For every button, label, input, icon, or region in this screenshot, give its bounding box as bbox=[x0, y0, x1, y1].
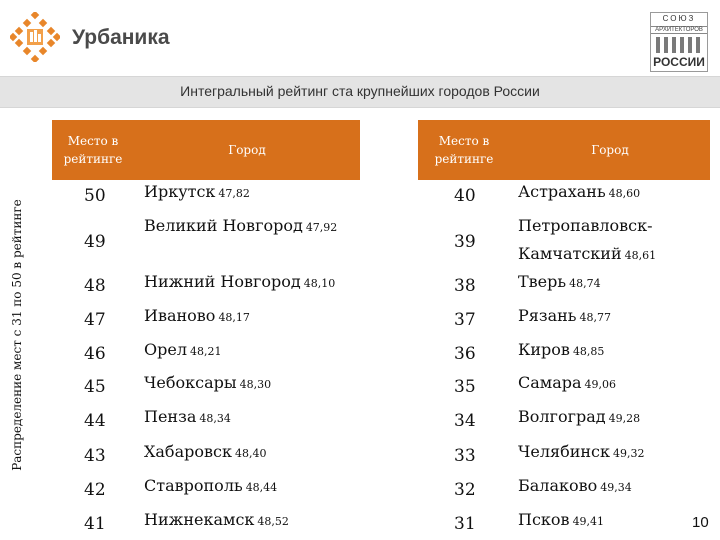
city-score: 47,92 bbox=[305, 221, 338, 234]
city-score: 48,52 bbox=[257, 515, 289, 528]
page-number: 10 bbox=[692, 514, 709, 531]
city-cell bbox=[518, 373, 616, 392]
union-logo-line2: АРХИТЕКТОРОВ bbox=[651, 26, 707, 34]
brand-name: Урбаника bbox=[72, 26, 170, 49]
rank-cell: 45 bbox=[84, 377, 106, 397]
city-score: 49,34 bbox=[600, 481, 632, 494]
side-label-text: Распределение мест с 31 по 50 в рейтинге bbox=[10, 199, 24, 471]
city-score: 49,28 bbox=[608, 412, 641, 425]
city-name: Иркутск bbox=[144, 182, 216, 201]
rank-cell: 40 bbox=[454, 186, 476, 206]
city-name: Самара bbox=[518, 373, 582, 392]
city-name: Орел bbox=[144, 340, 187, 359]
union-logo-line3: РОССИИ bbox=[653, 55, 705, 69]
city-name-line2: Камчатский bbox=[518, 244, 622, 263]
city-score: 48,61 bbox=[624, 249, 657, 262]
city-cell bbox=[518, 407, 640, 426]
rank-cell: 31 bbox=[454, 514, 476, 534]
city-name: Киров bbox=[518, 340, 570, 359]
city-cell bbox=[144, 272, 335, 291]
city-score: 49,32 bbox=[613, 447, 645, 460]
city-cell bbox=[144, 340, 222, 359]
slide-title: Интегральный рейтинг ста крупнейших городов России bbox=[180, 83, 540, 99]
city-score: 48,85 bbox=[572, 345, 605, 358]
city-score: 49,06 bbox=[584, 378, 617, 391]
city-score: 48,21 bbox=[190, 345, 222, 358]
slide-title-bar bbox=[0, 76, 720, 108]
city-name: Чебоксары bbox=[144, 373, 237, 392]
city-name: Челябинск bbox=[518, 442, 611, 461]
city-cell bbox=[518, 182, 640, 201]
city-score: 48,17 bbox=[218, 311, 250, 324]
city-name: Тверь bbox=[518, 272, 567, 291]
rank-cell: 39 bbox=[454, 232, 476, 252]
rank-cell: 38 bbox=[454, 276, 476, 296]
rank-cell: 42 bbox=[84, 480, 106, 500]
urbanika-logo-icon bbox=[10, 12, 60, 62]
city-score: 48,60 bbox=[608, 187, 641, 200]
rank-cell: 43 bbox=[84, 446, 106, 466]
city-name: Иваново bbox=[144, 306, 216, 325]
city-name: Нижнекамск bbox=[144, 510, 255, 529]
city-name: Балаково bbox=[518, 476, 598, 495]
city-name: Псков bbox=[518, 510, 570, 529]
rank-cell: 48 bbox=[84, 276, 106, 296]
city-score: 48,74 bbox=[569, 277, 601, 290]
rank-cell: 41 bbox=[84, 514, 106, 534]
city-cell bbox=[144, 373, 271, 392]
city-cell bbox=[144, 216, 337, 235]
city-name: Нижний Новгород bbox=[144, 272, 301, 291]
rank-cell: 34 bbox=[454, 411, 476, 431]
page-header bbox=[0, 0, 720, 76]
city-score: 47,82 bbox=[218, 187, 250, 200]
city-cell bbox=[518, 510, 604, 529]
city-score: 48,30 bbox=[239, 378, 272, 391]
city-cell bbox=[518, 244, 656, 263]
union-logo-columns-icon bbox=[654, 37, 704, 53]
rank-cell: 33 bbox=[454, 446, 476, 466]
rank-cell: 36 bbox=[454, 344, 476, 364]
rank-cell: 49 bbox=[84, 232, 106, 252]
header-rank-right: Место в рейтинге bbox=[418, 120, 510, 180]
side-label bbox=[10, 166, 32, 504]
city-name: Волгоград bbox=[518, 407, 606, 426]
city-score: 48,10 bbox=[303, 277, 336, 290]
union-logo-line1: СОЮЗ bbox=[662, 14, 696, 23]
city-cell bbox=[144, 306, 250, 325]
rank-cell: 37 bbox=[454, 310, 476, 330]
city-name: Великий Новгород bbox=[144, 216, 303, 235]
city-cell bbox=[518, 306, 611, 325]
city-cell bbox=[518, 442, 645, 461]
rank-cell: 32 bbox=[454, 480, 476, 500]
city-cell bbox=[144, 442, 266, 461]
city-cell bbox=[518, 340, 604, 359]
city-name: Петропавловск- bbox=[518, 216, 653, 235]
rank-cell: 50 bbox=[84, 186, 106, 206]
header-city-left: Город bbox=[134, 120, 360, 180]
city-cell bbox=[144, 407, 231, 426]
rank-cell: 35 bbox=[454, 377, 476, 397]
city-cell bbox=[144, 510, 289, 529]
city-cell bbox=[144, 476, 277, 495]
rank-cell: 47 bbox=[84, 310, 106, 330]
city-name: Астрахань bbox=[518, 182, 606, 201]
city-cell bbox=[144, 182, 250, 201]
city-score: 48,44 bbox=[245, 481, 278, 494]
city-score: 48,77 bbox=[579, 311, 611, 324]
header-city-right: Город bbox=[510, 120, 710, 180]
city-name: Рязань bbox=[518, 306, 577, 325]
city-name: Хабаровск bbox=[144, 442, 232, 461]
city-cell bbox=[518, 216, 653, 235]
header-rank-left: Место в рейтинге bbox=[52, 120, 134, 180]
city-cell bbox=[518, 476, 632, 495]
city-cell bbox=[518, 272, 601, 291]
rank-cell: 46 bbox=[84, 344, 106, 364]
city-score: 48,40 bbox=[234, 447, 267, 460]
city-score: 49,41 bbox=[572, 515, 605, 528]
rank-cell: 44 bbox=[84, 411, 106, 431]
architects-union-logo bbox=[650, 12, 708, 72]
city-name: Ставрополь bbox=[144, 476, 243, 495]
city-name: Пенза bbox=[144, 407, 197, 426]
city-score: 48,34 bbox=[199, 412, 231, 425]
